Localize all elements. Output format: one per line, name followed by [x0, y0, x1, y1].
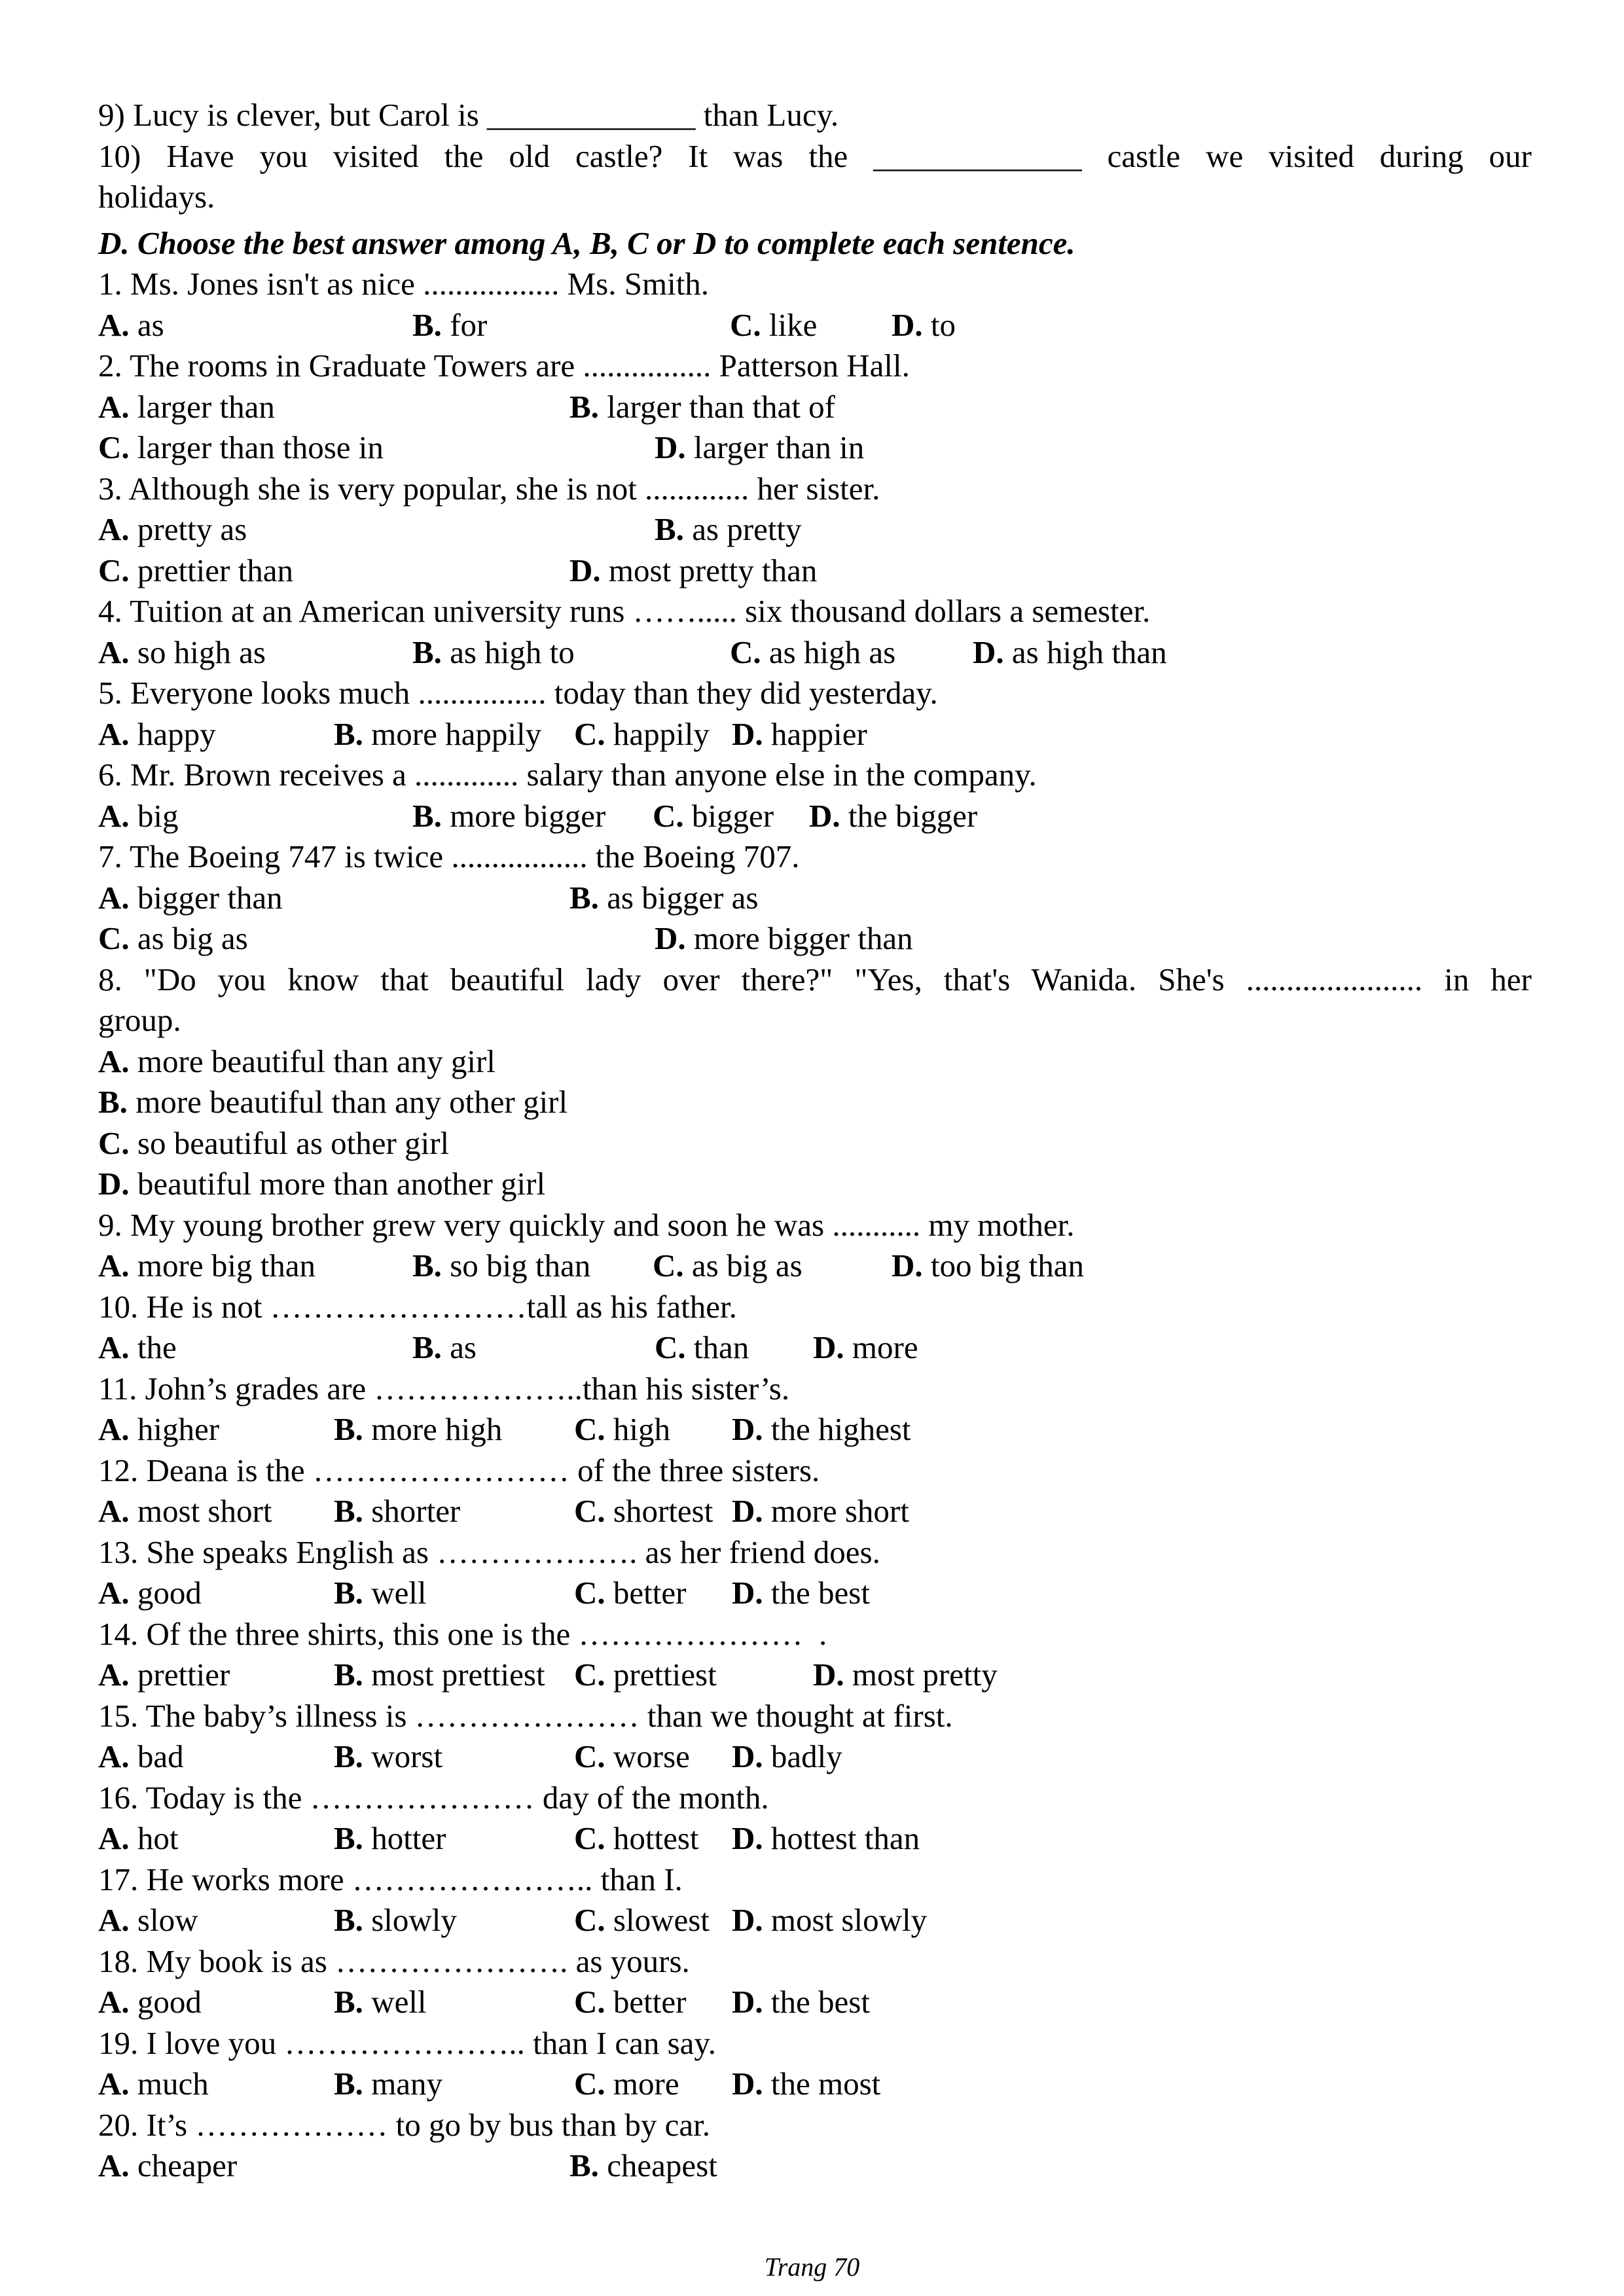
question-7-options	[98, 878, 1532, 919]
option-text: the bigger	[840, 797, 978, 834]
section-heading: D. Choose the best answer among A, B, C or D to complete each sentence.	[98, 224, 1075, 261]
option-text: good	[129, 1984, 202, 2020]
question-8-options	[98, 1164, 1532, 1205]
question-8-options	[98, 1082, 1532, 1123]
option-letter: B.	[412, 1247, 442, 1283]
answer-option	[334, 1573, 427, 1614]
question-2-options	[98, 387, 1532, 428]
option-letter: B.	[334, 1657, 363, 1693]
option-text: higher	[129, 1411, 220, 1447]
option-letter: D.	[732, 2066, 763, 2102]
option-letter: A.	[98, 511, 130, 547]
question-2-options	[98, 427, 1532, 469]
option-text: so high as	[129, 634, 266, 670]
option-text: happier	[763, 715, 867, 752]
answer-option	[574, 1409, 670, 1450]
option-letter: A.	[98, 388, 130, 425]
option-letter: A.	[98, 2147, 130, 2183]
answer-option	[98, 305, 164, 346]
option-letter: C.	[653, 1247, 684, 1283]
option-text: big	[129, 797, 179, 834]
answer-option	[813, 1655, 998, 1696]
option-letter: A.	[98, 1902, 130, 1938]
question-15-options	[98, 1736, 1532, 1778]
option-text: badly	[763, 1738, 842, 1774]
question-19-options	[98, 2064, 1532, 2105]
option-text: as big as	[683, 1247, 803, 1283]
option-letter: B.	[334, 1493, 363, 1529]
question-5-options	[98, 714, 1532, 755]
option-letter: B.	[412, 797, 442, 834]
option-text: cheapest	[598, 2147, 717, 2183]
option-text: bigger than	[129, 879, 283, 916]
option-text: more beautiful than any girl	[129, 1043, 496, 1079]
option-letter: A.	[98, 879, 130, 916]
option-letter: C.	[574, 715, 605, 752]
option-text: as pretty	[683, 511, 802, 547]
option-text: hot	[129, 1820, 179, 1856]
answer-option	[730, 305, 817, 346]
answer-option	[412, 796, 605, 837]
answer-option	[334, 1900, 457, 1941]
option-letter: B.	[334, 1575, 363, 1611]
option-text: shorter	[363, 1493, 461, 1529]
option-text: many	[363, 2066, 443, 2102]
option-letter: B.	[334, 1902, 363, 1938]
answer-option	[412, 1246, 590, 1287]
option-text: pretty as	[129, 511, 247, 547]
question-6-options	[98, 796, 1532, 837]
option-letter: A.	[98, 634, 130, 670]
answer-option	[653, 1246, 803, 1287]
answer-option	[98, 2064, 209, 2105]
question-2-text: 2. The rooms in Graduate Towers are ................ Patterson Hall.	[98, 348, 910, 384]
question-13-options	[98, 1573, 1532, 1614]
question-3-text: 3. Although she is very popular, she is not ............. her sister.	[98, 470, 880, 507]
answer-option	[809, 796, 977, 837]
option-text: shortest	[605, 1493, 713, 1529]
question-12-text: 12. Deana is the …………………… of the three sisters.	[98, 1452, 820, 1488]
answer-option	[569, 2145, 717, 2187]
answer-option	[98, 1982, 202, 2023]
option-text: much	[129, 2066, 209, 2102]
option-letter: A.	[98, 1657, 130, 1693]
intro-line-10: 10) Have you visited the old castle? It was the _____________ castle we visited during our	[98, 137, 1532, 174]
answer-option	[98, 1246, 316, 1287]
option-text: prettier	[129, 1657, 230, 1693]
option-text: happily	[605, 715, 710, 752]
question-9-text: 9. My young brother grew very quickly and soon he was ........... my mother.	[98, 1206, 1075, 1243]
option-letter: A.	[98, 1493, 130, 1529]
question-1-text: 1. Ms. Jones isn't as nice ................. Ms. Smith.	[98, 266, 710, 302]
option-text: more big than	[129, 1247, 316, 1283]
answer-option	[732, 1491, 909, 1532]
option-text: prettier than	[129, 552, 293, 588]
option-text: as big as	[129, 920, 248, 956]
option-letter: D.	[732, 1902, 763, 1938]
question-4-options	[98, 632, 1532, 673]
answer-option	[98, 714, 216, 755]
option-letter: D.	[98, 1166, 130, 1202]
answer-option	[655, 918, 913, 960]
option-text: so big than	[441, 1247, 591, 1283]
option-letter: D.	[569, 552, 601, 588]
answer-option	[334, 1409, 502, 1450]
answer-option	[732, 1982, 870, 2023]
answer-option	[98, 632, 266, 673]
option-letter: C.	[98, 552, 130, 588]
question-20-text: 20. It’s ……………… to go by bus than by car.	[98, 2106, 711, 2143]
answer-option	[98, 509, 247, 550]
option-letter: C.	[574, 1738, 605, 1774]
option-letter: D.	[655, 429, 686, 465]
option-text: too big than	[922, 1247, 1084, 1283]
option-letter: A.	[98, 1984, 130, 2020]
answer-option	[574, 1655, 717, 1696]
answer-option	[98, 1655, 230, 1696]
answer-option	[334, 1982, 427, 2023]
option-text: like	[761, 306, 818, 343]
option-text: hottest than	[763, 1820, 920, 1856]
answer-option	[653, 796, 774, 837]
answer-option	[98, 1409, 219, 1450]
option-text: as high as	[761, 634, 896, 670]
option-text: the best	[763, 1575, 870, 1611]
option-letter: A.	[98, 1247, 130, 1283]
worksheet-page	[98, 95, 1532, 2187]
option-letter: A.	[98, 1738, 130, 1774]
option-text: more	[605, 2066, 679, 2102]
option-letter: C.	[730, 306, 761, 343]
option-letter: C.	[655, 1329, 686, 1365]
answer-option	[569, 550, 817, 592]
option-letter: D.	[732, 1984, 763, 2020]
option-letter: B.	[334, 2066, 363, 2102]
answer-option	[98, 427, 384, 469]
answer-option	[655, 427, 864, 469]
option-text: more beautiful than any other girl	[127, 1084, 568, 1120]
question-1-options	[98, 305, 1532, 346]
answer-option	[732, 1409, 911, 1450]
answer-option	[569, 878, 759, 919]
option-letter: D.	[813, 1657, 844, 1693]
question-17-text: 17. He works more ………………….. than I.	[98, 1861, 683, 1897]
option-letter: A.	[98, 2066, 130, 2102]
option-text: more	[844, 1329, 918, 1365]
option-letter: A.	[98, 797, 130, 834]
question-8-options	[98, 1041, 1532, 1083]
option-text: well	[363, 1984, 427, 2020]
option-letter: C.	[574, 2066, 605, 2102]
option-text: cheaper	[129, 2147, 238, 2183]
option-text: slow	[129, 1902, 198, 1938]
option-letter: A.	[98, 1820, 130, 1856]
option-text: most short	[129, 1493, 272, 1529]
answer-option	[98, 1900, 198, 1941]
option-letter: C.	[574, 1902, 605, 1938]
question-17-options	[98, 1900, 1532, 1941]
option-text: more bigger	[441, 797, 606, 834]
answer-option	[98, 387, 275, 428]
question-list	[98, 264, 1532, 2187]
question-8-text: 8. "Do you know that beautiful lady over there?" "Yes, that's Wanida. She's ...................... in her	[98, 961, 1532, 997]
option-text: prettiest	[605, 1657, 717, 1693]
question-18-text: 18. My book is as …………………. as yours.	[98, 1943, 690, 1979]
option-text: as high to	[441, 634, 575, 670]
answer-option	[334, 2064, 442, 2105]
answer-option	[98, 1123, 449, 1164]
option-text: most pretty than	[600, 552, 818, 588]
option-letter: A.	[98, 1329, 130, 1365]
option-letter: B.	[412, 1329, 442, 1365]
question-16-text: 16. Today is the ………………… day of the month.	[98, 1779, 769, 1816]
answer-option	[334, 1491, 460, 1532]
question-14-text: 14. Of the three shirts, this one is the ………………… .	[98, 1615, 827, 1652]
option-text: hotter	[363, 1820, 446, 1856]
option-letter: B.	[569, 2147, 599, 2183]
option-text: as	[129, 306, 164, 343]
option-text: better	[605, 1575, 687, 1611]
option-text: more high	[363, 1411, 503, 1447]
question-18-options	[98, 1982, 1532, 2023]
answer-option	[574, 1491, 713, 1532]
option-text: high	[605, 1411, 671, 1447]
option-text: worse	[605, 1738, 690, 1774]
question-4-text: 4. Tuition at an American university runs ……..... six thousand dollars a semester.	[98, 593, 1151, 629]
option-letter: B.	[412, 634, 442, 670]
option-letter: D.	[813, 1329, 844, 1365]
option-text: beautiful more than another girl	[129, 1166, 546, 1202]
answer-option	[334, 1655, 545, 1696]
question-5-text: 5. Everyone looks much ................ today than they did yesterday.	[98, 675, 938, 711]
answer-option	[730, 632, 895, 673]
option-text: larger than those in	[129, 429, 384, 465]
option-letter: C.	[730, 634, 761, 670]
option-letter: D.	[892, 306, 923, 343]
option-text: worst	[363, 1738, 443, 1774]
answer-option	[732, 1900, 927, 1941]
option-letter: B.	[334, 1411, 363, 1447]
question-6-text: 6. Mr. Brown receives a ............. salary than anyone else in the company.	[98, 757, 1037, 793]
option-text: more bigger than	[685, 920, 913, 956]
answer-option	[892, 305, 956, 346]
option-letter: D.	[732, 1493, 763, 1529]
option-text: most pretty	[844, 1657, 998, 1693]
question-13-text: 13. She speaks English as ………………. as her friend does.	[98, 1534, 880, 1570]
answer-option	[98, 918, 248, 960]
option-text: well	[363, 1575, 427, 1611]
option-letter: D.	[892, 1247, 923, 1283]
option-text: larger than in	[685, 429, 865, 465]
option-letter: C.	[98, 1124, 130, 1161]
option-text: more happily	[363, 715, 542, 752]
question-12-options	[98, 1491, 1532, 1532]
answer-option	[98, 1491, 272, 1532]
question-8-options	[98, 1123, 1532, 1164]
option-text: more short	[763, 1493, 909, 1529]
question-20-options	[98, 2145, 1532, 2187]
option-text: larger than that of	[598, 388, 835, 425]
answer-option	[98, 550, 293, 592]
option-text: slowest	[605, 1902, 710, 1938]
question-7-options	[98, 918, 1532, 960]
option-text: larger than	[129, 388, 275, 425]
question-3-options	[98, 550, 1532, 592]
option-letter: B.	[412, 306, 442, 343]
option-letter: A.	[98, 1411, 130, 1447]
option-letter: A.	[98, 306, 130, 343]
answer-option	[574, 1900, 710, 1941]
option-letter: B.	[334, 1738, 363, 1774]
option-text: to	[922, 306, 956, 343]
option-text: the most	[763, 2066, 881, 2102]
option-text: happy	[129, 715, 216, 752]
answer-option	[412, 305, 487, 346]
option-text: bigger	[683, 797, 774, 834]
answer-option	[98, 1327, 177, 1369]
option-letter: B.	[655, 511, 684, 547]
answer-option	[98, 1736, 184, 1778]
option-letter: C.	[574, 1657, 605, 1693]
answer-option	[732, 2064, 880, 2105]
option-letter: C.	[574, 1575, 605, 1611]
question-9-options	[98, 1246, 1532, 1287]
answer-option	[574, 714, 710, 755]
question-15-text: 15. The baby’s illness is ………………… than we thought at first.	[98, 1697, 953, 1734]
question-8-text: group.	[98, 1002, 181, 1038]
answer-option	[98, 2145, 237, 2187]
answer-option	[973, 632, 1167, 673]
option-letter: B.	[569, 388, 599, 425]
answer-option	[569, 387, 835, 428]
answer-option	[574, 1818, 699, 1859]
option-letter: A.	[98, 1043, 130, 1079]
intro-line-10-cont: holidays.	[98, 179, 215, 215]
option-letter: D.	[732, 1738, 763, 1774]
answer-option	[574, 1736, 690, 1778]
answer-option	[98, 1041, 496, 1083]
question-11-options	[98, 1409, 1532, 1450]
option-letter: D.	[732, 715, 763, 752]
option-letter: C.	[574, 1411, 605, 1447]
question-16-options	[98, 1818, 1532, 1859]
option-text: as	[441, 1329, 477, 1365]
answer-option	[98, 1573, 202, 1614]
option-text: most prettiest	[363, 1657, 545, 1693]
answer-option	[98, 1164, 545, 1205]
option-text: for	[441, 306, 488, 343]
question-3-options	[98, 509, 1532, 550]
option-letter: D.	[655, 920, 686, 956]
answer-option	[655, 509, 802, 550]
question-7-text: 7. The Boeing 747 is twice ................. the Boeing 707.	[98, 838, 800, 874]
option-text: than	[685, 1329, 749, 1365]
option-text: the best	[763, 1984, 870, 2020]
answer-option	[334, 714, 541, 755]
answer-option	[98, 878, 283, 919]
question-14-options	[98, 1655, 1532, 1696]
answer-option	[732, 1736, 842, 1778]
option-letter: B.	[98, 1084, 128, 1120]
option-letter: B.	[334, 715, 363, 752]
answer-option	[574, 1573, 686, 1614]
option-letter: A.	[98, 715, 130, 752]
option-letter: D.	[732, 1575, 763, 1611]
answer-option	[574, 1982, 686, 2023]
answer-option	[98, 1818, 179, 1859]
answer-option	[813, 1327, 918, 1369]
question-19-text: 19. I love you ………………….. than I can say.	[98, 2024, 716, 2061]
option-text: better	[605, 1984, 687, 2020]
answer-option	[412, 632, 575, 673]
option-letter: C.	[574, 1493, 605, 1529]
answer-option	[655, 1327, 749, 1369]
option-letter: C.	[574, 1820, 605, 1856]
option-text: bad	[129, 1738, 184, 1774]
intro-line-9: 9) Lucy is clever, but Carol is _____________ than Lucy.	[98, 97, 839, 133]
question-10-options	[98, 1327, 1532, 1369]
answer-option	[98, 796, 179, 837]
option-letter: D.	[732, 1820, 763, 1856]
option-letter: C.	[653, 797, 684, 834]
option-text: slowly	[363, 1902, 457, 1938]
option-text: the highest	[763, 1411, 911, 1447]
option-letter: D.	[732, 1411, 763, 1447]
option-text: so beautiful as other girl	[129, 1124, 450, 1161]
question-11-text: 11. John’s grades are ………………..than his sister’s.	[98, 1370, 790, 1407]
option-text: good	[129, 1575, 202, 1611]
option-letter: D.	[809, 797, 840, 834]
option-text: the	[129, 1329, 177, 1365]
answer-option	[732, 1818, 920, 1859]
option-letter: B.	[569, 879, 599, 916]
answer-option	[334, 1818, 446, 1859]
answer-option	[732, 1573, 870, 1614]
question-10-text: 10. He is not ……………………tall as his father.	[98, 1288, 737, 1325]
option-letter: C.	[574, 1984, 605, 2020]
option-letter: A.	[98, 1575, 130, 1611]
answer-option	[892, 1246, 1084, 1287]
answer-option	[732, 714, 867, 755]
option-letter: B.	[334, 1820, 363, 1856]
option-text: hottest	[605, 1820, 699, 1856]
answer-option	[334, 1736, 442, 1778]
option-letter: C.	[98, 920, 130, 956]
option-letter: C.	[98, 429, 130, 465]
option-text: most slowly	[763, 1902, 928, 1938]
answer-option	[574, 2064, 679, 2105]
option-letter: D.	[973, 634, 1004, 670]
answer-option	[98, 1082, 568, 1123]
option-letter: B.	[334, 1984, 363, 2020]
page-footer: Trang 70	[764, 2252, 860, 2282]
option-text: as high than	[1003, 634, 1167, 670]
answer-option	[412, 1327, 477, 1369]
option-text: as bigger as	[598, 879, 759, 916]
